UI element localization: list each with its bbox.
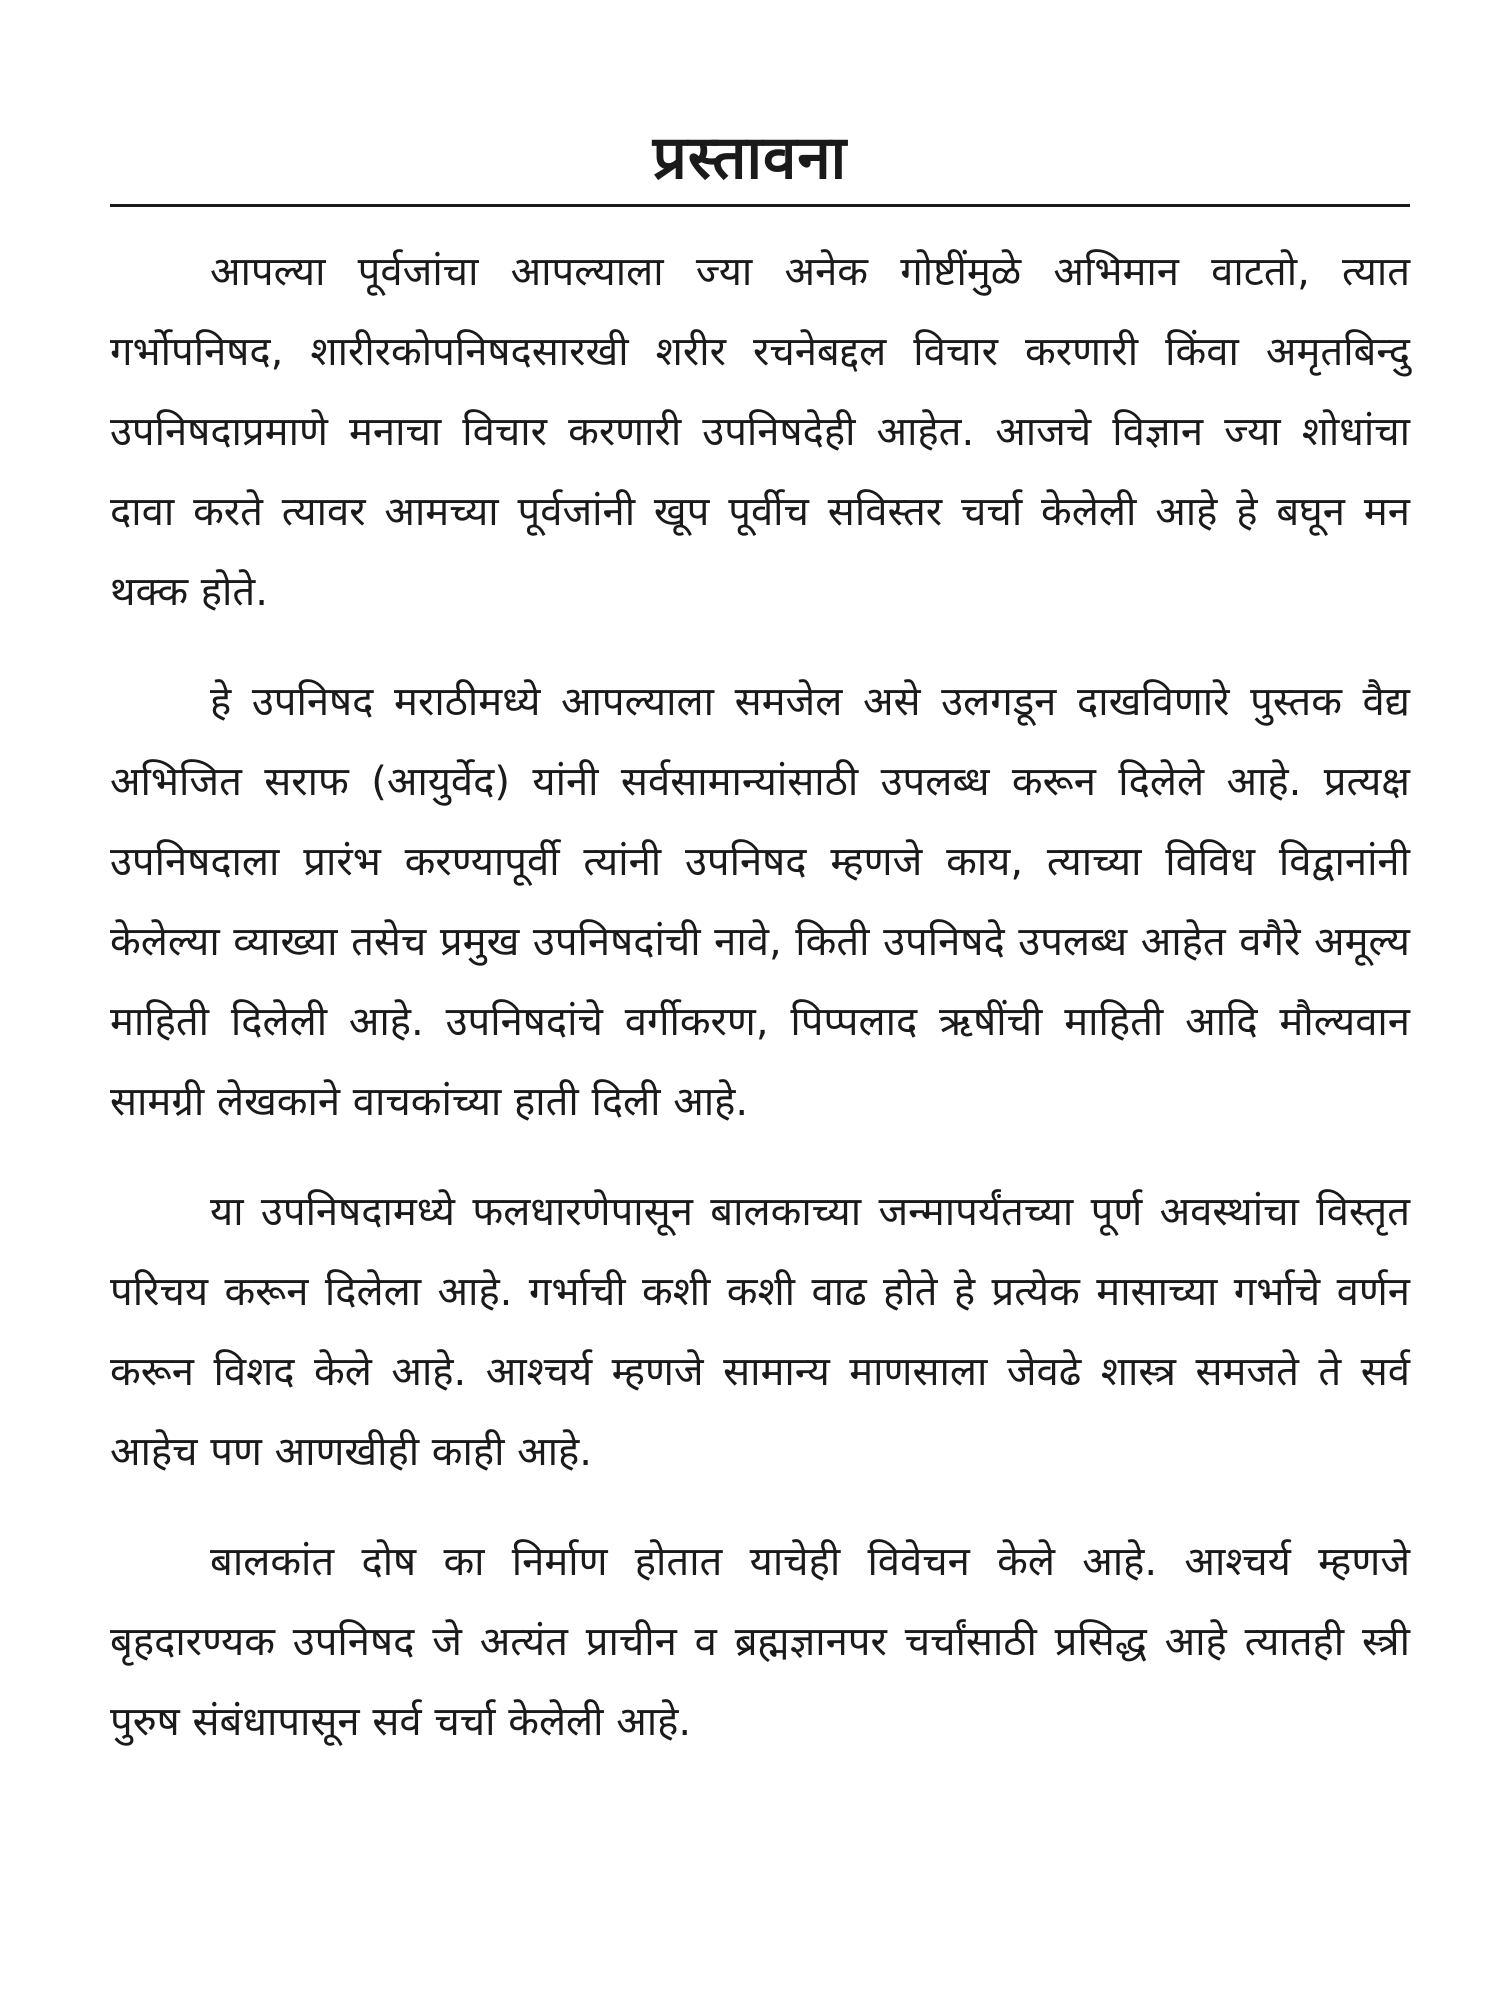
paragraph-3: या उपनिषदामध्ये फलधारणेपासून बालकाच्या जन्मापर्यंतच्या पूर्ण अवस्थांचा विस्तृत परिचय करून दिलेला आहे. गर्भाची कशी कशी वाढ होते हे प्रत्येक मासाच्या गर्भाचे वर्णन करून विशद केले आहे. आश्चर्य म्हणजे सामान्य माणसाला जेवढे शास्त्र समजते ते सर्व आहेच पण आणखीही काही आहे. bbox=[110, 1189, 1410, 1475]
paragraph-1: आपल्या पूर्वजांचा आपल्याला ज्या अनेक गोष्टींमुळे अभिमान वाटतो, त्यात गर्भोपनिषद, शारीरकोपनिषदसारखी शरीर रचनेबद्दल विचार करणारी किंवा अमृतबिन्दु उपनिषदाप्रमाणे मनाचा विचार करणारी उपनिषदेही आहेत. आजचे विज्ञान ज्या शोधांचा दावा करते त्यावर आमच्या पूर्वजांनी खूप पूर्वीच सविस्तर चर्चा केलेली आहे हे बघून मन थक्क होते. bbox=[110, 249, 1410, 615]
paragraph-2: हे उपनिषद मराठीमध्ये आपल्याला समजेल असे उलगडून दाखविणारे पुस्तक वैद्य अभिजित सराफ (आयुर्वेद) यांनी सर्वसामान्यांसाठी उपलब्ध करून दिलेले आहे. प्रत्यक्ष उपनिषदाला प्रारंभ करण्यापूर्वी त्यांनी उपनिषद म्हणजे काय, त्याच्या विविध विद्वानांनी केलेल्या व्याख्या तसेच प्रमुख उपनिषदांची नावे, किती उपनिषदे उपलब्ध आहेत वगैरे अमूल्य माहिती दिलेली आहे. उपनिषदांचे वर्गीकरण, पिप्पलाद ऋषींची माहिती आदि मौल्यवान सामग्री लेखकाने वाचकांच्या हाती दिली आहे. bbox=[110, 679, 1410, 1125]
page-title: प्रस्तावना bbox=[652, 123, 848, 193]
paragraph-4: बालकांत दोष का निर्माण होतात याचेही विवेचन केले आहे. आश्चर्य म्हणजे बृहदारण्यक उपनिषद जे अत्यंत प्राचीन व ब्रह्मज्ञानपर चर्चांसाठी प्रसिद्ध आहे त्यातही स्त्री पुरुष संबंधापासून सर्व चर्चा केलेली आहे. bbox=[110, 1539, 1410, 1745]
body-text bbox=[110, 232, 1410, 1792]
title-underline-divider bbox=[110, 204, 1410, 207]
